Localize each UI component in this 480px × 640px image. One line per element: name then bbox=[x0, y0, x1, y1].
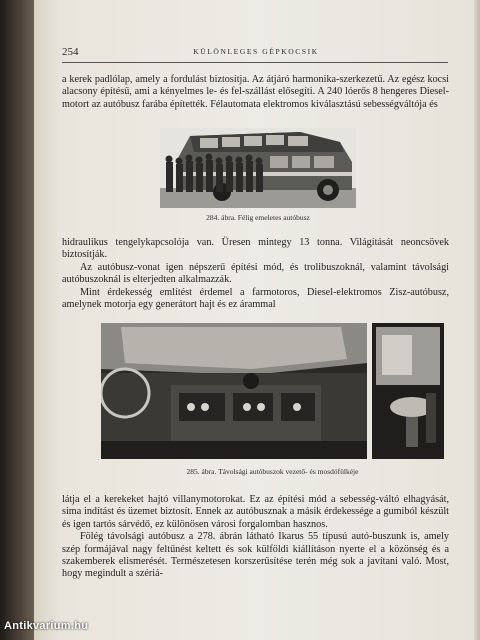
paragraph: látja el a kerekeket hajtó villanymotorokat. Ez az építési mód a sebesség-váltó elhagyását, sima indítást és üzemet biztosít. Ennek az autóbusznak a másik érdekessége a gumiból készült és igen tartós sárvédő, ez különösen városi forgalomban hasznos. bbox=[62, 494, 449, 530]
book-binding bbox=[0, 0, 34, 640]
page-number: 254 bbox=[62, 46, 79, 58]
text-top bbox=[62, 74, 449, 111]
figure-285-washroom-photo bbox=[372, 323, 444, 459]
running-head: KÜLÖNLEGES GÉPKOCSIK bbox=[193, 47, 319, 56]
page-edge bbox=[474, 0, 480, 640]
figure-284-photo bbox=[160, 128, 356, 208]
paragraph: a kerek padlólap, amely a fordulást biztosítja. Az átjáró harmonika-szerkezetű. Az egész kocsi alacsony építésű, ami a kényelmes le- és fel-szállást elősegíti. A 240 lóerős 8 hengeres Diesel-motort az autóbusz farába építették. Félautomata elektromos kiválasztású sebességváltója és bbox=[62, 74, 449, 110]
text-bottom bbox=[62, 494, 449, 581]
figure-285-caption: 285. ábra. Távolsági autóbuszok vezető- és mosdófülkéje bbox=[186, 467, 359, 476]
text-middle bbox=[62, 237, 449, 311]
figure-284-caption: 284. ábra. Félig emeletes autóbusz bbox=[206, 213, 310, 222]
paragraph: hidraulikus tengelykapcsolója van. Üresen mintegy 13 tonna. Világítását neoncsövek biztosítják. bbox=[62, 237, 449, 261]
paragraph: Fölég távolsági autóbusz a 278. ábrán látható Ikarus 55 típusú autó-buszunk is, amely szép formájával nagy feltűnést keltett és sok külföldi kiállításon nyerte el a közönség és a szakemberek elismerését. Természetesen korszerűsítése terén még sok a javítani való. Most, hogy megindult a szériá- bbox=[62, 531, 449, 580]
figure-285-dashboard-photo bbox=[101, 323, 367, 459]
watermark: Antikvarium.hu bbox=[4, 620, 89, 632]
paragraph: Az autóbusz-vonat igen népszerű építési mód, és trolibuszoknál, valamint távolsági autóbuszoknál is elterjedten alkalmazzák. bbox=[62, 261, 449, 286]
paragraph: Mint érdekesség említést érdemel a farmotoros, Diesel-elektromos Zisz-autóbusz, amelynek motorja egy generátort hajt és ez árammal bbox=[62, 286, 449, 311]
header-rule bbox=[62, 62, 448, 63]
